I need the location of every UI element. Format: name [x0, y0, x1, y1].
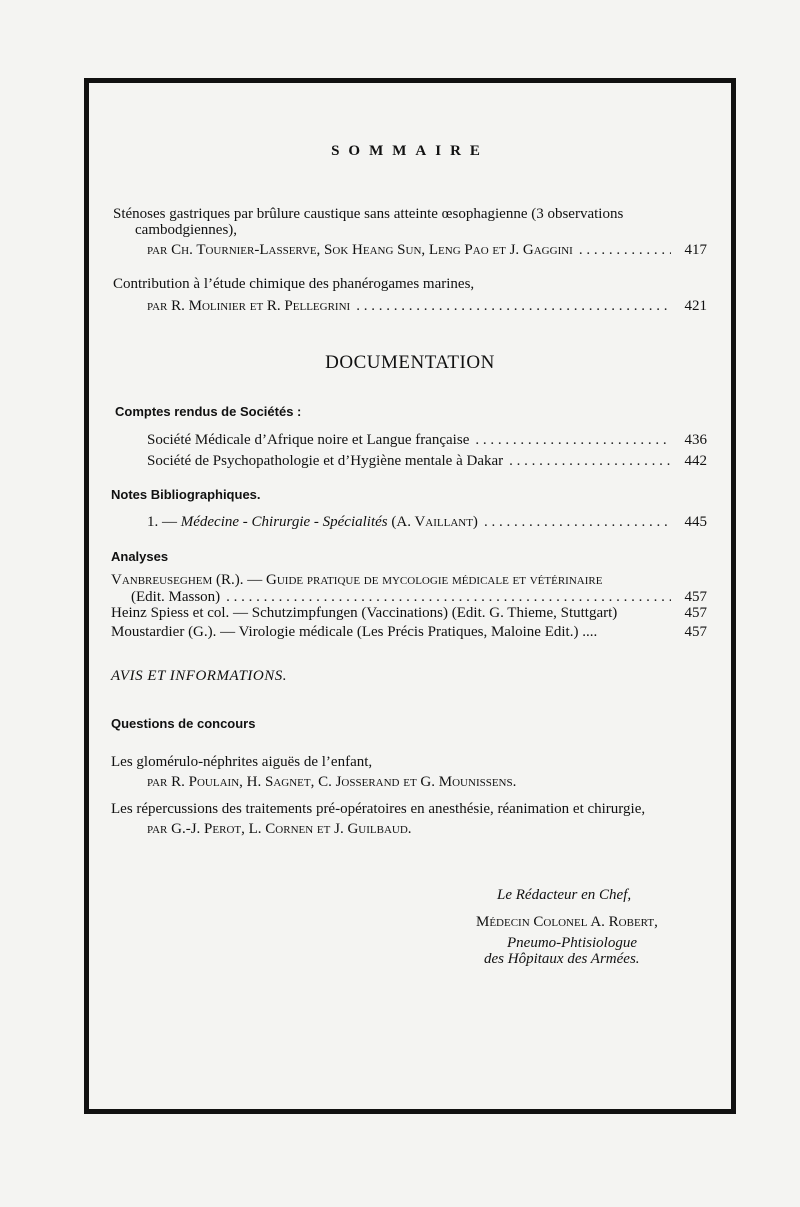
- notes-item-1[interactable]: [147, 514, 707, 531]
- article-2-title-line1: Contribution à l’étude chimique des phanérogames marines,: [113, 276, 475, 292]
- comptes-rendus-item-2[interactable]: [147, 453, 707, 470]
- analyses-item-2[interactable]: [111, 605, 707, 622]
- article-1-title-line1: Sténoses gastriques par brûlure caustique sans atteinte œsophagienne (3 observations: [113, 206, 624, 222]
- article-2-page: 421: [684, 298, 707, 314]
- leader-dots: [579, 242, 671, 259]
- question-1-authors: par R. Poulain, H. Sagnet, C. Josserand et G. Mounissens.: [147, 774, 517, 790]
- notes-item-title: Médecine - Chirurgie - Spécialités: [180, 514, 388, 530]
- notes-item-page: 445: [684, 514, 707, 530]
- comptes-rendus-item-2-page: 442: [684, 453, 707, 469]
- notes-item-number: 1. —: [147, 514, 177, 530]
- notes-item-author: (A. Vaillant): [391, 514, 478, 530]
- article-1-authors-line[interactable]: [147, 242, 707, 259]
- analyses-item-2-text: Heinz Spiess et col. — Schutzimpfungen (Vaccinations) (Edit. G. Thieme, Stuttgart): [111, 605, 618, 621]
- avis-heading: AVIS ET INFORMATIONS.: [111, 668, 287, 684]
- article-1-page: 417: [684, 242, 707, 258]
- leader-dots: [509, 453, 671, 470]
- analyses-item-1-page: 457: [684, 589, 707, 605]
- question-2-title: Les répercussions des traitements pré-opératoires en anesthésie, réanimation et chirurgie,: [111, 801, 646, 817]
- analyses-heading: Analyses: [111, 549, 169, 564]
- analyses-item-2-page: 457: [684, 605, 707, 621]
- comptes-rendus-item-1-page: 436: [684, 432, 707, 448]
- analyses-item-3-text: Moustardier (G.). — Virologie médicale (Les Précis Pratiques, Maloine Edit.) ....: [111, 624, 598, 640]
- leader-dots: [484, 514, 671, 531]
- notes-heading: Notes Bibliographiques.: [111, 487, 261, 502]
- leader-dots: [475, 432, 671, 449]
- article-1-title-line2: cambodgiennes),: [135, 222, 238, 238]
- documentation-heading: DOCUMENTATION: [325, 352, 495, 373]
- analyses-item-1-text: Vanbreuseghem (R.). — Guide pratique de mycologie médicale et vétérinaire: [111, 572, 603, 588]
- signature-title-1: Pneumo-Phtisiologue: [507, 935, 637, 951]
- comptes-rendus-item-1-text: Société Médicale d’Afrique noire et Langue française: [147, 432, 470, 448]
- article-1-authors: par Ch. Tournier-Lasserve, Sok Heang Sun, Leng Pao et J. Gaggini: [147, 242, 573, 258]
- article-2-authors-line[interactable]: [147, 298, 707, 315]
- article-2-authors: par R. Molinier et R. Pellegrini: [147, 298, 351, 314]
- analyses-item-3-page: 457: [684, 624, 707, 640]
- leader-dots: [356, 298, 671, 315]
- question-1-title: Les glomérulo-néphrites aiguës de l’enfant,: [111, 754, 373, 770]
- signature-role: Le Rédacteur en Chef,: [497, 887, 632, 903]
- analyses-item-1-line1: [111, 572, 602, 589]
- comptes-rendus-item-2-text: Société de Psychopathologie et d’Hygiène mentale à Dakar: [147, 453, 504, 469]
- questions-heading: Questions de concours: [111, 716, 256, 731]
- analyses-item-1-edit: (Edit. Masson): [131, 589, 221, 605]
- analyses-item-3[interactable]: [111, 624, 707, 641]
- comptes-rendus-item-1[interactable]: [147, 432, 707, 449]
- leader-dots: [226, 589, 671, 606]
- signature-title-2: des Hôpitaux des Armées.: [484, 951, 640, 967]
- question-2-authors: par G.-J. Perot, L. Cornen et J. Guilbaud.: [147, 821, 412, 837]
- summary-title: SOMMAIRE: [331, 143, 489, 159]
- analyses-item-1-line2[interactable]: [131, 589, 707, 606]
- comptes-rendus-heading: Comptes rendus de Sociétés :: [115, 404, 302, 419]
- signature-name: Médecin Colonel A. Robert,: [476, 914, 658, 930]
